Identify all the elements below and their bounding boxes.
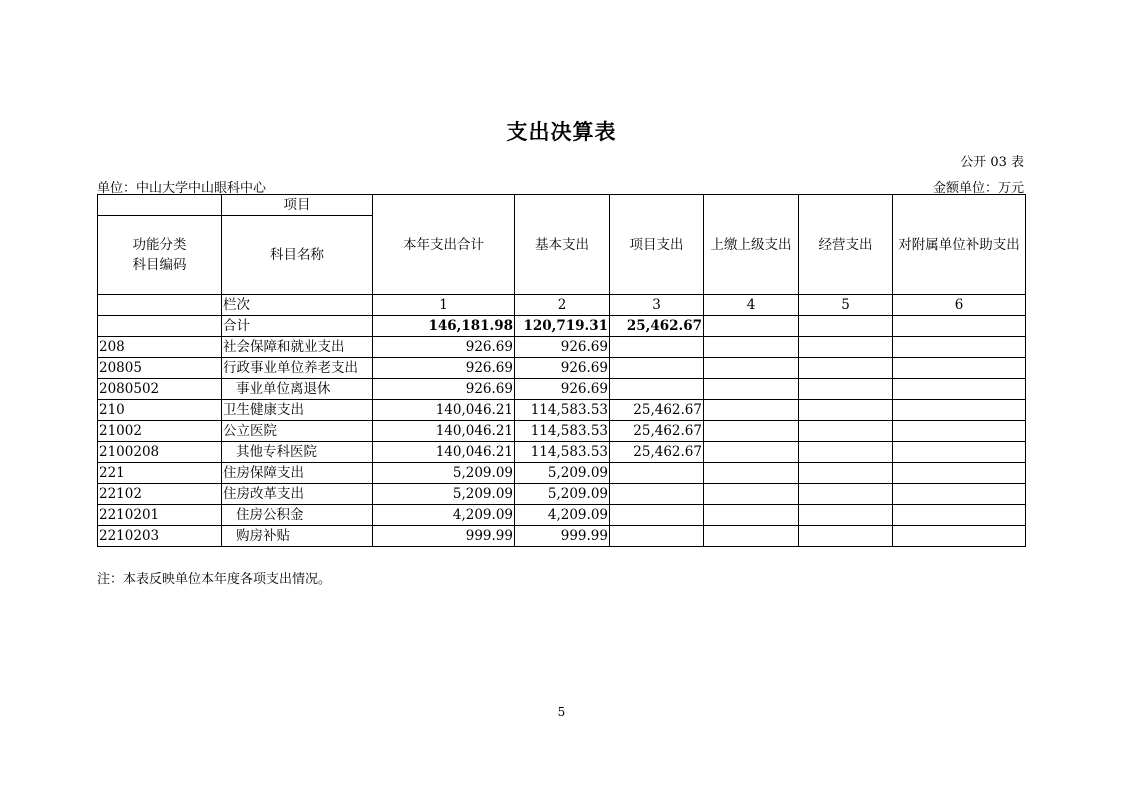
row-basic: 114,583.53 xyxy=(515,442,610,463)
header-col-total: 本年支出合计 xyxy=(373,195,515,295)
row-project xyxy=(610,484,704,505)
form-number: 公开 03 表 xyxy=(960,155,1024,170)
row-name: 住房改革支出 xyxy=(222,484,373,505)
header-col-business: 经营支出 xyxy=(799,195,893,295)
row-basic: 999.99 xyxy=(515,526,610,547)
header-subject-name: 科目名称 xyxy=(222,216,373,295)
col-number-6: 6 xyxy=(893,295,1026,316)
row-name: 购房补贴 xyxy=(222,526,373,547)
row-empty-cell xyxy=(799,358,893,379)
column-number-row xyxy=(98,295,1026,316)
row-empty-cell xyxy=(893,484,1026,505)
header-item: 项目 xyxy=(222,195,373,216)
header-col-project: 项目支出 xyxy=(610,195,704,295)
row-basic: 926.69 xyxy=(515,358,610,379)
table-row xyxy=(98,484,1026,505)
row-empty-cell xyxy=(893,337,1026,358)
row-total: 926.69 xyxy=(373,379,515,400)
row-empty-cell xyxy=(799,337,893,358)
row-empty-cell xyxy=(799,526,893,547)
row-empty-cell xyxy=(799,379,893,400)
currency-unit: 金额单位：万元 xyxy=(932,181,1024,196)
row-code: 2210203 xyxy=(98,526,222,547)
row-empty-cell xyxy=(799,400,893,421)
row-project xyxy=(610,379,704,400)
table-row xyxy=(98,463,1026,484)
row-empty-cell xyxy=(893,463,1026,484)
total-basic: 120,719.31 xyxy=(515,316,610,337)
row-total: 926.69 xyxy=(373,337,515,358)
row-total: 140,046.21 xyxy=(373,400,515,421)
row-empty-cell xyxy=(893,505,1026,526)
row-empty-cell xyxy=(893,400,1026,421)
table-row xyxy=(98,421,1026,442)
row-empty-cell xyxy=(704,442,799,463)
row-empty-cell xyxy=(704,400,799,421)
table-row xyxy=(98,442,1026,463)
row-name: 社会保障和就业支出 xyxy=(222,337,373,358)
col-number-3: 3 xyxy=(610,295,704,316)
row-project xyxy=(610,505,704,526)
row-name: 事业单位离退休 xyxy=(222,379,373,400)
header-func-code-line2: 科目编码 xyxy=(132,257,187,273)
row-project xyxy=(610,358,704,379)
row-code: 2080502 xyxy=(98,379,222,400)
row-empty-cell xyxy=(799,463,893,484)
header-func-code xyxy=(98,216,222,295)
row-name: 住房公积金 xyxy=(222,505,373,526)
table-row xyxy=(98,505,1026,526)
row-empty-cell xyxy=(704,358,799,379)
table-row xyxy=(98,358,1026,379)
row-empty-cell xyxy=(893,379,1026,400)
page-number: 5 xyxy=(557,705,566,719)
col-number-2: 2 xyxy=(515,295,610,316)
row-code: 221 xyxy=(98,463,222,484)
table-row xyxy=(98,400,1026,421)
col-number-4: 4 xyxy=(704,295,799,316)
row-code: 21002 xyxy=(98,421,222,442)
row-empty-cell xyxy=(799,505,893,526)
row-basic: 114,583.53 xyxy=(515,400,610,421)
row-code: 20805 xyxy=(98,358,222,379)
footnote: 注：本表反映单位本年度各项支出情况。 xyxy=(97,572,332,587)
row-code: 2210201 xyxy=(98,505,222,526)
row-total: 926.69 xyxy=(373,358,515,379)
row-basic: 926.69 xyxy=(515,379,610,400)
row-basic: 114,583.53 xyxy=(515,421,610,442)
total-project: 25,462.67 xyxy=(610,316,704,337)
row-project: 25,462.67 xyxy=(610,442,704,463)
row-code: 210 xyxy=(98,400,222,421)
row-empty-cell xyxy=(704,526,799,547)
row-total: 5,209.09 xyxy=(373,484,515,505)
row-empty-cell xyxy=(893,358,1026,379)
row-name: 住房保障支出 xyxy=(222,463,373,484)
row-name: 其他专科医院 xyxy=(222,442,373,463)
row-empty-cell xyxy=(799,442,893,463)
row-project: 25,462.67 xyxy=(610,421,704,442)
lanci-label: 栏次 xyxy=(222,295,373,316)
row-project xyxy=(610,526,704,547)
row-project xyxy=(610,337,704,358)
row-empty-cell xyxy=(704,421,799,442)
row-total: 999.99 xyxy=(373,526,515,547)
row-name: 公立医院 xyxy=(222,421,373,442)
reporting-unit: 单位：中山大学中山眼科中心 xyxy=(97,181,267,196)
col-number-1: 1 xyxy=(373,295,515,316)
row-code: 2100208 xyxy=(98,442,222,463)
row-basic: 5,209.09 xyxy=(515,484,610,505)
table-row xyxy=(98,526,1026,547)
row-empty-cell xyxy=(799,484,893,505)
row-basic: 926.69 xyxy=(515,337,610,358)
header-col-subsidy: 对附属单位补助支出 xyxy=(893,195,1026,295)
row-name: 行政事业单位养老支出 xyxy=(222,358,373,379)
row-empty-cell xyxy=(799,421,893,442)
header-row-item xyxy=(98,195,1026,216)
row-total: 140,046.21 xyxy=(373,442,515,463)
row-project: 25,462.67 xyxy=(610,400,704,421)
col-number-5: 5 xyxy=(799,295,893,316)
table-row xyxy=(98,337,1026,358)
row-code: 208 xyxy=(98,337,222,358)
total-amount: 146,181.98 xyxy=(373,316,515,337)
row-basic: 5,209.09 xyxy=(515,463,610,484)
row-total: 5,209.09 xyxy=(373,463,515,484)
row-empty-cell xyxy=(704,463,799,484)
row-empty-cell xyxy=(704,484,799,505)
expenditure-table xyxy=(97,194,1026,547)
total-row xyxy=(98,316,1026,337)
row-basic: 4,209.09 xyxy=(515,505,610,526)
page-title: 支出决算表 xyxy=(506,120,617,144)
header-func-code-line1: 功能分类 xyxy=(132,237,187,253)
row-project xyxy=(610,463,704,484)
row-total: 4,209.09 xyxy=(373,505,515,526)
row-empty-cell xyxy=(704,379,799,400)
row-total: 140,046.21 xyxy=(373,421,515,442)
header-col-basic: 基本支出 xyxy=(515,195,610,295)
table-row xyxy=(98,379,1026,400)
row-empty-cell xyxy=(704,505,799,526)
row-empty-cell xyxy=(893,526,1026,547)
row-empty-cell xyxy=(893,421,1026,442)
row-code: 22102 xyxy=(98,484,222,505)
row-name: 卫生健康支出 xyxy=(222,400,373,421)
row-empty-cell xyxy=(893,442,1026,463)
total-label: 合计 xyxy=(222,316,373,337)
row-empty-cell xyxy=(704,337,799,358)
header-col-upper: 上缴上级支出 xyxy=(704,195,799,295)
